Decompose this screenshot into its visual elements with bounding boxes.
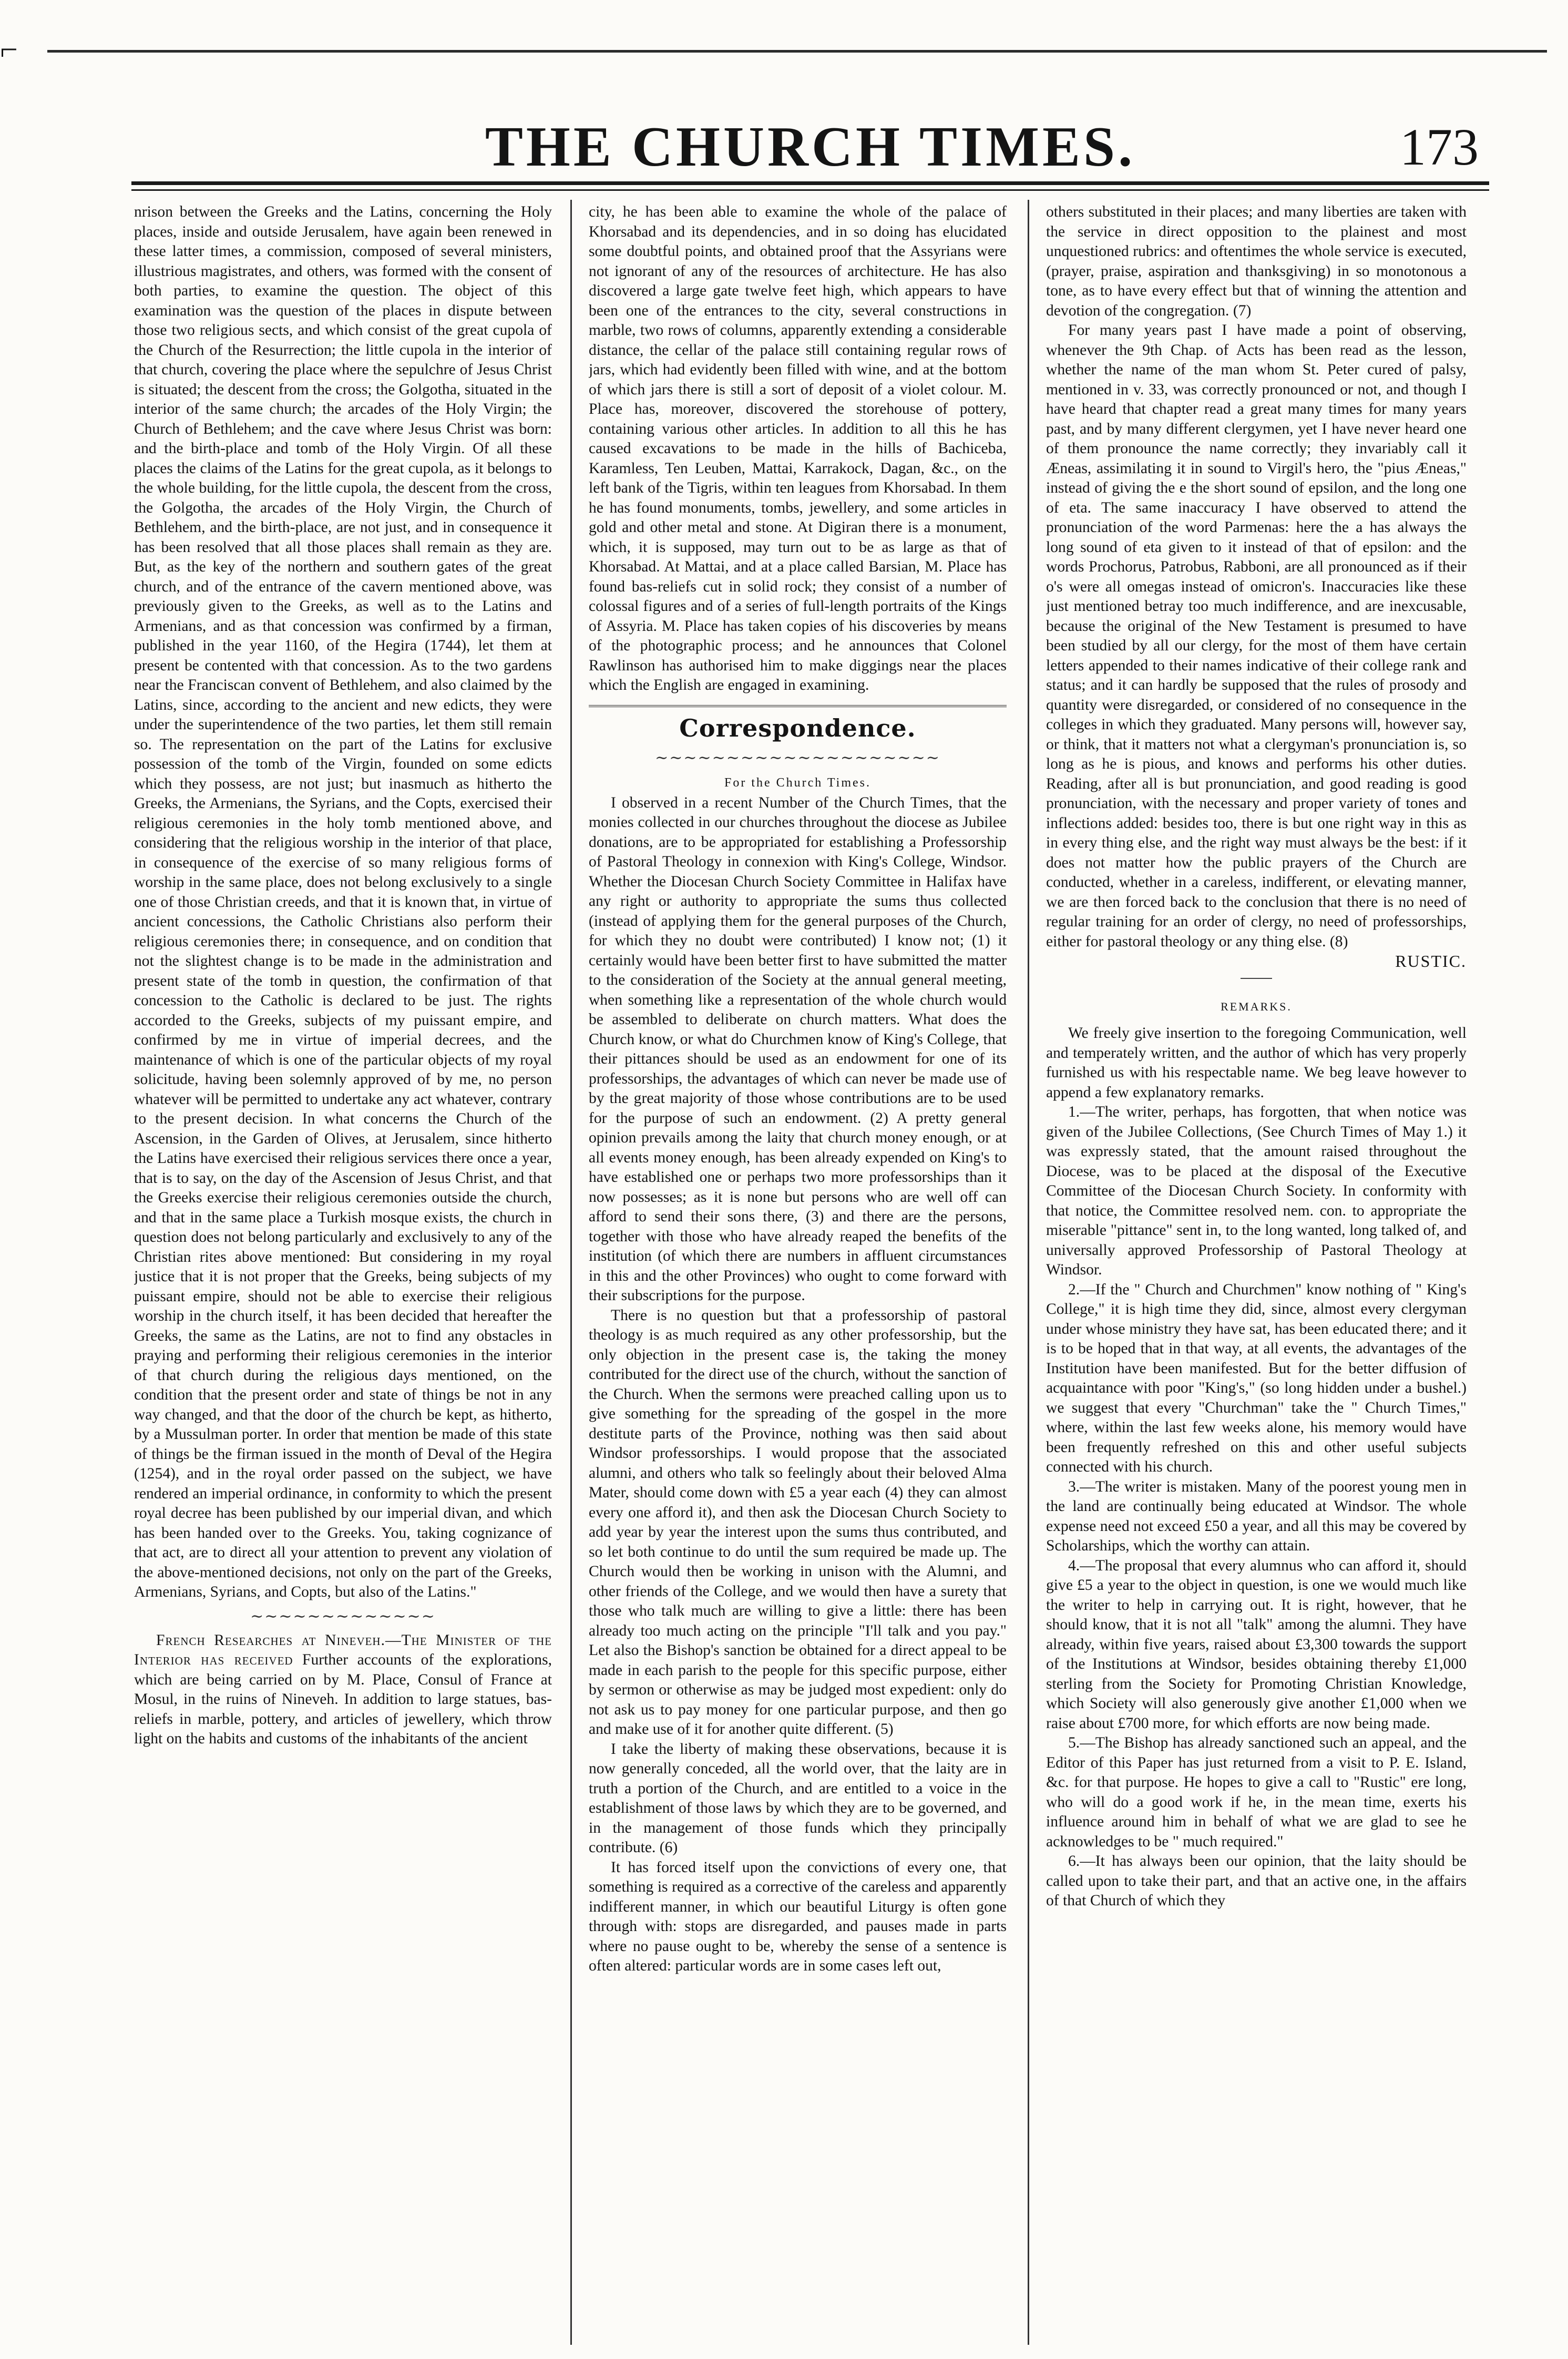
margin-mark: ⌐ [0,32,18,67]
section-heading: Correspondence. [679,713,916,742]
column-1 [134,202,552,2337]
nineveh-text: Further accounts of the explorations, which are being carried on by M. Place, Consul of France at Mosul, in the ruins of Nineveh. In addition to large statues, bas-reliefs in marble, pottery, and articles of jewellery, which throw light on the habits and customs of the inhabitants of the ancient [134,1651,552,1747]
letter-paragraph: It has forced itself upon the convictions of every one, that something is required as a corrective of the careless and apparently indifferent manner, in which our beautiful Liturgy is often gone through with: stops are disregarded, and pauses made in parts where no pause ought to be, whereby the sense of a sentence is often altered: particular words are in some cases left out, [589,1858,1007,1974]
remarks-paragraph: 5.—The Bishop has already sanctioned such an appeal, and the Editor of this Paper has just returned from a visit to P. E. Island, &c. for that purpose. He hopes to give a call to "Rustic" ere long, who will do a good work if he, in the mean time, exerts his influence around him in behalf of what we are glad to see he acknowledges to be " much required." [1046,1734,1467,1850]
page-title: THE CHURCH TIMES. [485,116,1136,178]
remarks-paragraph: 1.—The writer, perhaps, has forgotten, that when notice was given of the Jubilee Collections, (See Church Times of May 1.) it was expressly stated, that the amount raised throughout the Diocese, was to be placed at the disposal of the Executive Committee of the Diocesan Church Society. In conformity with that notice, the Committee resolved nem. con. to appropriate the miserable "pittance" sent in, to the long wanted, long talked of, and universally approved Professorship of Pastoral Theology at Windsor. [1046,1104,1467,1278]
section-rule [589,705,1007,707]
column-3 [1046,202,1467,2337]
top-rule [47,50,1547,53]
nineveh-article [134,1631,552,1749]
letter-continuation: others substituted in their places; and many liberties are taken with the service in direct opposition to the plainest and most unquestioned rubrics: and oftentimes the whole service is executed, (prayer, praise, aspiration and thanksgiving) in so monotonous a tone, as to have every effect but that of winning the attention and devotion of the congregation. (7) [1046,203,1467,319]
remarks-paragraph: 6.—It has always been our opinion, that the laity should be called upon to take their part, and that an active one, in the affairs of that Church of which they [1046,1853,1467,1909]
column-2 [589,202,1007,2337]
letter-paragraph: There is no question but that a professorship of pastoral theology is as much required as any other professorship, but the only objection in the present case is, the taking the money contributed for the direct use of the church, without the sanction of the Church. When the sermons were preached calling upon us to give something for the spreading of the gospel in the more destitute parts of the Province, nothing was then said about Windsor professorships. I would propose that the associated alumni, and others who talk so feelingly about their beloved Alma Mater, should come down with £5 a year each (4) they can almost every one afford it), and then ask the Diocesan Church Society to add year by year the interest upon the sums thus contributed, and so let both continue to do until the sum required be made up. The Church would then be working in unison with the Alumni, and other friends of the College, and we would then have a surety that those who talk much are willing to give a little: there has been already too much acting on the principle "I'll talk and you pay." Let also the Bishop's sanction be obtained for a direct appeal to be made in each parish to the people for this specific purpose, either by sermon or otherwise as may be judged most expedient: only do not ask us to pay money for one particular purpose, and then go and make use of it for another quite different. (5) [589,1306,1007,1738]
letter-paragraph: For many years past I have made a point of observing, whenever the 9th Chap. of Acts has been read as the lesson, whether the name of the man whom St. Peter cured of palsy, mentioned in v. 33, was correctly pronounced or not, and though I have heard that chapter read a great many times for many years past, and by many different clergymen, yet I have never heard one of them pronounce the name correctly; they invariably call it Æneas, assimilating it in sound to Virgil's hero, the "pius Æneas," instead of giving the e the short sound of epsilon, and the long one of eta. The same inaccuracy I have observed to attend the pronunciation of the word Parmenas: here the a has always the long sound of eta given to it instead of that of epsilon: and the words Prochorus, Patrobus, Rabboni, are all pronounced as if their o's were all omegas instead of omicron's. Inaccuracies like these just mentioned betray too much indifference, and are inexcusable, because the original of the New Testament is presumed to have been studied by all our clergy, for the most of them have certain letters appended to their names indicative of their college rank and status; and it can hardly be supposed that the rules of prosody and quantity were disregarded, or considered of no consequence in the colleges in which they graduated. Many persons will, however say, or think, that it matters not what a clergyman's pronunciation is, so long as he is pious, and knows and performs his other duties. Reading, after all is but pronunciation, and good reading is good pronunciation, with the necessary and proper variety of tones and inflections added: besides too, there is but one right way in this as in every thing else, and the right way must always be the best: if it does not matter how the public prayers of the Church are conducted, whether in a careless, indifferent, or elevating manner, we are then forced back to the conclusion that there is no need of regular training for an order of clergy, no need of professorships, either for pastoral theology or any thing else. (8) [1046,322,1467,950]
header-rule-thin [131,189,1489,191]
header-rule-thick [131,181,1489,185]
column-divider [1028,200,1029,2345]
letter-paragraph: I observed in a recent Number of the Church Times, that the monies collected in our churches throughout the diocese as Jubilee donations, are to be appropriated for establishing a Professorship of Pastoral Theology in connexion with King's College, Windsor. Whether the Diocesan Church Society Committee in Halifax have any right or authority to appropriate the sums thus collected (instead of applying them for the general purposes of the Church, for which they no doubt were contributed) I know not; (1) it certainly would have been better first to have submitted the matter to the consideration of the Society at the annual general meeting, when something like a representation of the whole church would be assembled to deliberate on church matters. What does the Church know, or what do Churchmen know of King's College, that their pittances should be used as an endowment for one of its professorships, the advantages of which can never be made use of by the great majority of those whose contributions are to be used for the purpose of such an endowment. (2) A pretty general opinion prevails among the laity that church money enough, or at all events money enough, has been already expended on King's to have established one or perhaps two more professorships than it now possesses; as it is none but persons who are well off can afford to send their sons there, (3) and there are the persons, together with those who have already reaped the benefits of the institution (of which there are numbers in affluent circumstances in this and the other Provinces) who ought to come forward with their subscriptions for the purpose. [589,794,1007,1304]
short-rule [1241,978,1272,979]
remarks-paragraph: 4.—The proposal that every alumnus who can afford it, should give £5 a year to the object in question, is one we would much like the writer to help in carrying out. It is right, however, that he should know, that it is not all "talk" among the alumni. They have already, within five years, raised about £3,300 towards the support of the Institutions at Windsor, besides obtaining thereby £1,000 sterling from the Society for Promoting Christian Knowledge, which Society will also generously give another £1,000 when we raise about £700 more, for which efforts are now being made. [1046,1557,1467,1732]
remarks-paragraph: 3.—The writer is mistaken. Many of the poorest young men in the land are continually being educated at Windsor. The whole expense need not exceed £50 a year, and all this may be covered by Scholarships, which the worthy can attain. [1046,1478,1467,1554]
remarks-paragraph: 2.—If the " Church and Churchmen" know nothing of " King's College," it is high time they did, since, almost every clergyman under whose ministry they have sat, has been educated there; and it is to be hoped that in that way, at all events, the advantages of the Institution have been manifested. But for the better diffusion of acquaintance with poor "King's," (so long hidden under a bushel.) we suggest that every "Churchman" take the " Church Times," where, within the last few weeks alone, his memory would have been frequently refreshed on this and other useful subjects connected with his church. [1046,1281,1467,1475]
article-continuation: nrison between the Greeks and the Latins, concerning the Holy places, inside and outside Jerusalem, have again been renewed in these latter times, a commission, composed of several ministers, illustrious magistrates, and others, was formed with the consent of both parties, to examine the question. The object of this examination was the question of the places in dispute between those two religious sects, and which consist of the great cupola of the Church of the Resurrection; the little cupola in the interior of that church, covering the place where the sepulchre of Jesus Christ is situated; the descent from the cross; the Golgotha, situated in the interior of the same church; the arcades of the Holy Virgin; the Church of Bethlehem; and the cave where Jesus Christ was born: and the birth-place and tomb of the Holy Virgin. Of all these places the claims of the Latins for the great cupola, as it belongs to the whole building, for the little cupola, the descent from the cross, the Golgotha, the arcades of the Holy Virgin, the Church of Bethlehem, and the birth-place, are not just, and in consequence it has been resolved that all those places shall remain as they are. But, as the key of the northern and southern gates of the great church, and of the entrance of the cavern mentioned above, was previously given to the Greeks, as well as to the Latins and Armenians, and as that concession was confirmed by a firman, published in the year 1160, of the Hegira (1744), let them at present be contented with that concession. As to the two gardens near the Franciscan convent of Bethlehem, and also claimed by the Latins, since, according to the ancient and new edicts, they were under the superintendence of the two parties, let them still remain so. The representation on the part of the Latins for exclusive possession of the tomb of the Virgin, founded on some edicts which they possess, are not just; but inasmuch as hitherto the Greeks, the Armenians, the Syrians, and the Copts, exercised their religious ceremonies in the holy tomb mentioned above, and considering that the religious worship in the interior of that place, in consequence of the exercise of so many religious forms of worship in the same place, does not belong exclusively to a single one of those Christian creeds, and that it is known that, in virtue of ancient concessions, the Catholic Christians also perform their religious ceremonies there; in consequence, and on condition that not the slightest change is to be made in the administration and present state of the tomb in question, the confirmation of that concession to the Catholic is declared to be just. The rights accorded to the Greeks, subjects of my puissant empire, and confirmed by me in virtue of imperial decrees, and the maintenance of which is one of the particular objects of my royal solicitude, having been solemnly approved of by me, no person whatever will be permitted to undertake any act whatever, contrary to the present decision. In what concerns the Church of the Ascension, in the Garden of Olives, at Jerusalem, since hitherto the Latins have exercised their religious services there once a year, that is to say, on the day of the Ascension of Jesus Christ, and that the Greeks exercise their religious ceremonies outside the church, and that in the same place a Turkish mosque exists, the church in question does not belong particularly and exclusively to any of the Christian rites above mentioned: But considering in my royal justice that it is not proper that the Greeks, being subjects of my puissant empire, should not be able to exercise their religious worship in the church itself, it has been decided that hereafter the Greeks, the same as the Latins, are not to find any obstacles in praying and performing their religious ceremonies in the interior of that church during the religious days mentioned, on the condition that the present order and state of things be not in any way changed, and that the door of the church be kept, as hitherto, by a Mussulman porter. In order that mention be made of this state of things be the firman issued in the month of Deval of the Hegira (1254), and in the royal order passed on the subject, we have rendered an imperial ordinance, in conformity to which the present royal decree has been published by our imperial divan, and which has been handed over to the Greeks. You, taking cognizance of that act, are to direct all your attention to prevent any violation of the above-mentioned decisions, not only on the part of the Greeks, Armenians, Syrians, and Copts, but also of the Latins." [134,203,552,1600]
nineveh-lead: French Researches at Nineveh.—The Minister of the Interior has received [134,1631,552,1668]
masthead [131,116,1489,179]
letter-paragraph: I take the liberty of making these observations, because it is now generally conceded, all the world over, that the laity are in truth a portion of the Church, and are entitled to a voice in the establishment of those laws by which they are to be governed, and in the management of those funds which they principally contribute. (6) [589,1740,1007,1856]
separator-ornament: ∼∼∼∼∼∼∼∼∼∼∼∼∼ [250,1607,436,1625]
separator-ornament: ∼∼∼∼∼∼∼∼∼∼∼∼∼∼∼∼∼∼∼∼ [655,749,940,767]
letter-signature: RUSTIC. [1395,952,1467,971]
page-number: 173 [1400,118,1479,176]
remarks-heading: REMARKS. [1221,999,1292,1013]
letter-subheading: For the Church Times. [724,775,872,790]
nineveh-continuation: city, he has been able to examine the whole of the palace of Khorsabad and its dependencies, and in so doing has elucidated some doubtful points, and obtained proof that the Assyrians were not ignorant of any of the resources of architecture. He has also discovered a large gate twelve feet high, which appears to have been one of the entrances to the city, several constructions in marble, two rows of columns, apparently extending a considerable distance, the cellar of the palace still containing regular rows of jars, which had evidently been filled with wine, and at the bottom of which jars there is still a sort of deposit of a violet colour. M. Place has, moreover, discovered the storehouse of pottery, containing various other articles. In addition to all this he has caused excavations to be made in the hills of Bachiceba, Karamless, Ten Leuben, Mattai, Karrakock, Dagan, &c., on the left bank of the Tigris, within ten leagues from Khorsabad. In them he has found monuments, tombs, jewellery, and some articles in gold and other metal and stone. At Digiran there is a monument, which, it is supposed, may turn out to be as large as that of Khorsabad. At Mattai, and at a place called Barsian, M. Place has found bas-reliefs cut in solid rock; they consist of a number of colossal figures and of a series of full-length portraits of the Kings of Assyria. M. Place has taken copies of his discoveries by means of the photographic process; and he announces that Colonel Rawlinson has authorised him to make diggings near the places which the English are engaged in examining. [589,203,1007,693]
column-divider [570,200,572,2345]
remarks-paragraph: We freely give insertion to the foregoing Communication, well and temperately written, and the author of which has very properly furnished us with his respectable name. We beg leave however to append a few explanatory remarks. [1046,1025,1467,1101]
